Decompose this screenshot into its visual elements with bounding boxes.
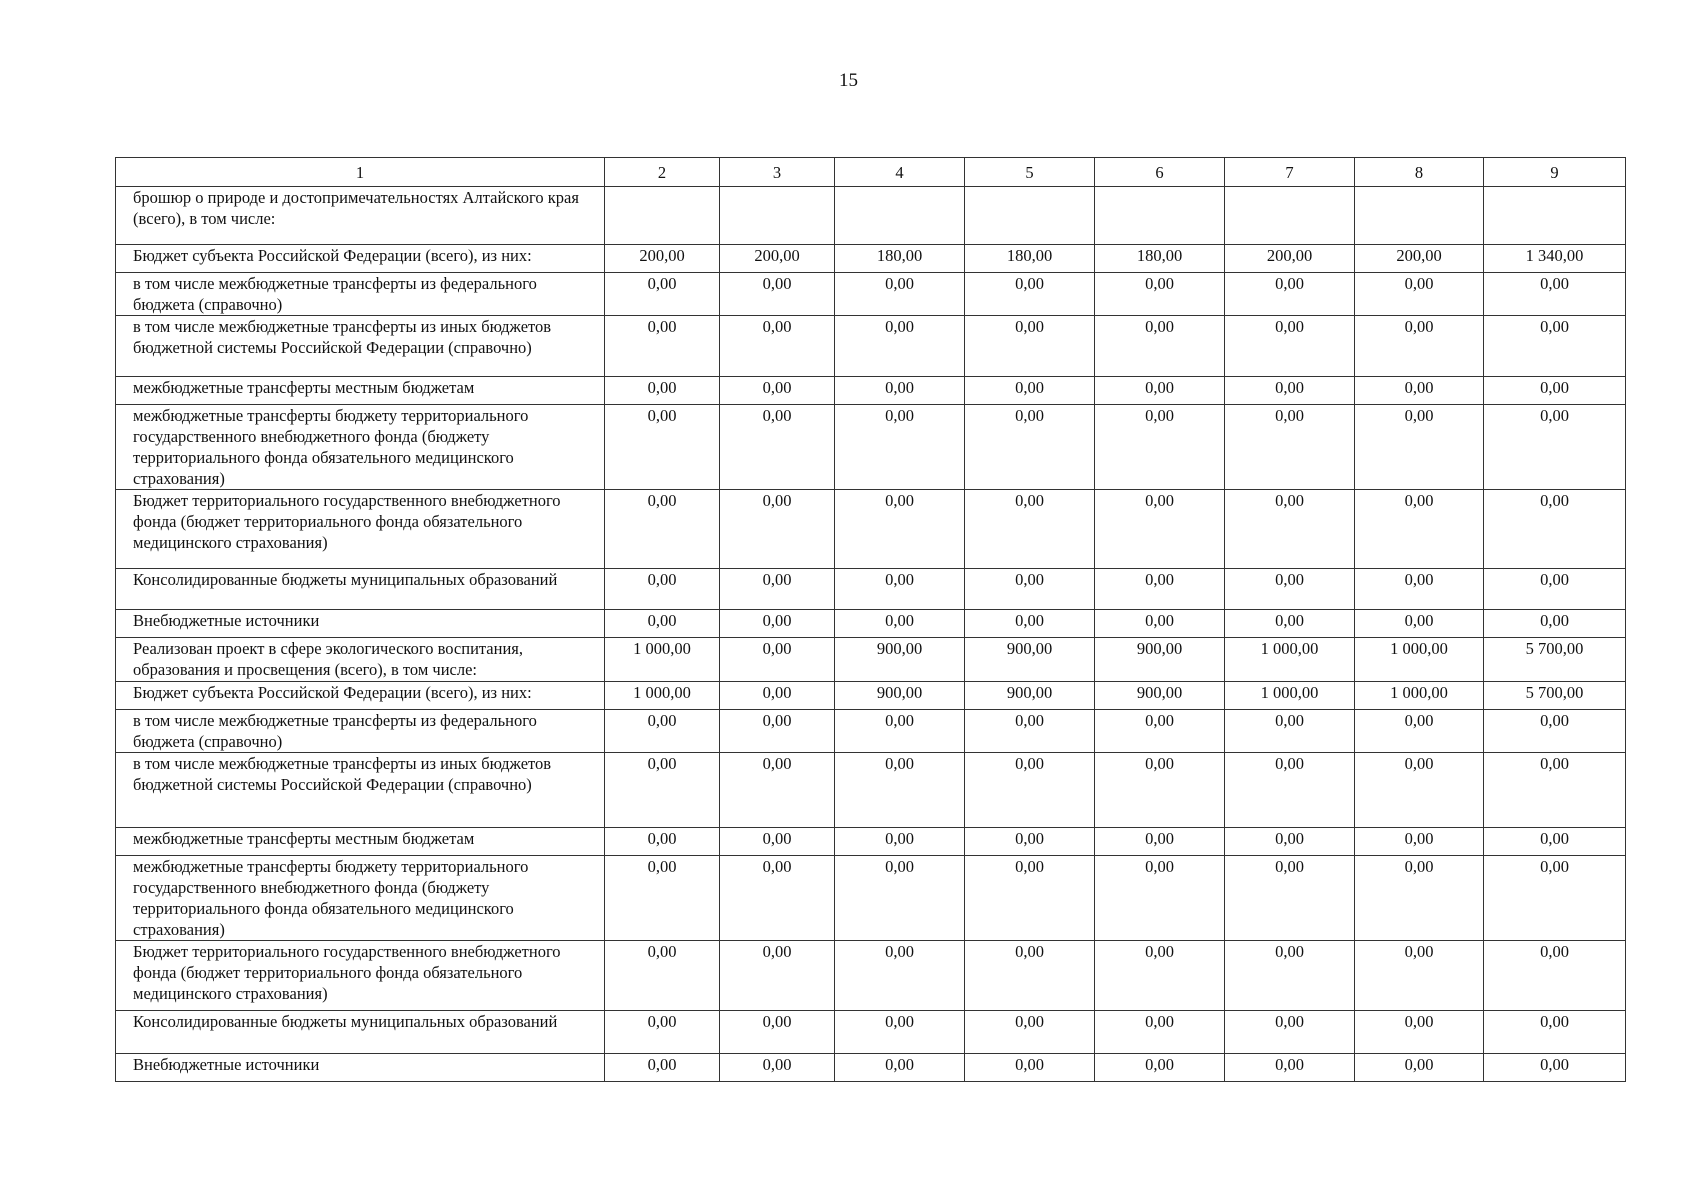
row-value: 0,00 <box>605 610 720 638</box>
row-value: 0,00 <box>1355 610 1484 638</box>
row-value: 0,00 <box>1355 569 1484 610</box>
row-value: 0,00 <box>720 490 835 569</box>
row-value: 200,00 <box>720 245 835 273</box>
row-value: 900,00 <box>835 638 965 682</box>
row-value: 1 000,00 <box>1225 682 1355 710</box>
table-row <box>116 273 1626 316</box>
row-value: 0,00 <box>965 856 1095 941</box>
column-header: 8 <box>1355 158 1484 187</box>
row-value: 200,00 <box>1225 245 1355 273</box>
row-value: 0,00 <box>1484 569 1626 610</box>
row-value: 0,00 <box>835 377 965 405</box>
row-value: 0,00 <box>1095 856 1225 941</box>
column-header: 4 <box>835 158 965 187</box>
table-row <box>116 405 1626 490</box>
row-value: 1 000,00 <box>1225 638 1355 682</box>
row-value <box>605 187 720 245</box>
row-value: 0,00 <box>1355 828 1484 856</box>
row-value: 0,00 <box>1225 377 1355 405</box>
row-value: 0,00 <box>720 638 835 682</box>
row-label: в том числе межбюджетные трансферты из иных бюджетов бюджетной системы Российской Федерации (справочно) <box>116 753 605 828</box>
row-value: 0,00 <box>720 828 835 856</box>
row-value <box>1355 187 1484 245</box>
row-value: 0,00 <box>1225 273 1355 316</box>
table-row <box>116 828 1626 856</box>
row-value: 180,00 <box>965 245 1095 273</box>
row-value: 0,00 <box>1095 941 1225 1011</box>
row-value: 0,00 <box>720 610 835 638</box>
row-value: 0,00 <box>720 753 835 828</box>
row-value: 0,00 <box>1484 610 1626 638</box>
row-value: 0,00 <box>1355 941 1484 1011</box>
row-value: 0,00 <box>835 610 965 638</box>
row-value <box>965 187 1095 245</box>
row-value: 0,00 <box>720 377 835 405</box>
row-value: 0,00 <box>1484 273 1626 316</box>
row-value: 0,00 <box>835 316 965 377</box>
row-value: 0,00 <box>965 273 1095 316</box>
table-row <box>116 1054 1626 1082</box>
table-row <box>116 377 1626 405</box>
row-value: 0,00 <box>965 490 1095 569</box>
row-label: Бюджет территориального государственного внебюджетного фонда (бюджет территориального фонда обязательного медицинского страхования) <box>116 941 605 1011</box>
row-value: 0,00 <box>965 316 1095 377</box>
budget-table <box>115 157 1626 1082</box>
row-value: 0,00 <box>1095 610 1225 638</box>
table-row <box>116 682 1626 710</box>
row-value: 0,00 <box>1095 1054 1225 1082</box>
row-value <box>1225 187 1355 245</box>
row-value: 0,00 <box>835 405 965 490</box>
row-value: 0,00 <box>965 610 1095 638</box>
table-row <box>116 245 1626 273</box>
row-value: 0,00 <box>720 569 835 610</box>
column-header: 3 <box>720 158 835 187</box>
row-value: 0,00 <box>1095 316 1225 377</box>
row-value: 0,00 <box>605 569 720 610</box>
row-value: 0,00 <box>605 316 720 377</box>
column-header: 9 <box>1484 158 1626 187</box>
row-value: 0,00 <box>835 490 965 569</box>
row-value: 0,00 <box>965 569 1095 610</box>
row-label: брошюр о природе и достопримечательностях Алтайского края (всего), в том числе: <box>116 187 605 245</box>
row-value: 900,00 <box>1095 682 1225 710</box>
row-value: 0,00 <box>720 316 835 377</box>
row-value: 0,00 <box>605 273 720 316</box>
row-value: 0,00 <box>1355 405 1484 490</box>
row-value: 1 000,00 <box>605 682 720 710</box>
row-value: 0,00 <box>965 941 1095 1011</box>
column-header: 7 <box>1225 158 1355 187</box>
row-value: 0,00 <box>1484 753 1626 828</box>
row-value: 0,00 <box>1225 941 1355 1011</box>
row-label: межбюджетные трансферты бюджету территориального государственного внебюджетного фонда (бюджету территориального фонда обязательного медицинского страхования) <box>116 405 605 490</box>
row-label: Внебюджетные источники <box>116 610 605 638</box>
row-value: 0,00 <box>720 941 835 1011</box>
row-value <box>835 187 965 245</box>
row-value: 0,00 <box>1225 753 1355 828</box>
row-value: 900,00 <box>1095 638 1225 682</box>
row-value: 0,00 <box>835 273 965 316</box>
row-value: 0,00 <box>835 856 965 941</box>
row-value: 5 700,00 <box>1484 682 1626 710</box>
row-value: 0,00 <box>605 490 720 569</box>
row-value: 900,00 <box>965 638 1095 682</box>
row-value: 0,00 <box>965 710 1095 753</box>
row-value: 0,00 <box>720 856 835 941</box>
row-value: 1 000,00 <box>1355 682 1484 710</box>
row-value: 0,00 <box>965 1054 1095 1082</box>
row-value: 0,00 <box>835 753 965 828</box>
row-label: в том числе межбюджетные трансферты из иных бюджетов бюджетной системы Российской Федерации (справочно) <box>116 316 605 377</box>
row-value: 0,00 <box>720 405 835 490</box>
row-value: 0,00 <box>1484 710 1626 753</box>
row-value <box>1095 187 1225 245</box>
table-row <box>116 490 1626 569</box>
row-value: 1 000,00 <box>605 638 720 682</box>
row-value: 0,00 <box>1484 856 1626 941</box>
row-value: 0,00 <box>1484 941 1626 1011</box>
row-value: 0,00 <box>965 405 1095 490</box>
page-number: 15 <box>839 70 858 91</box>
row-value: 0,00 <box>1095 490 1225 569</box>
row-value: 900,00 <box>835 682 965 710</box>
row-label: в том числе межбюджетные трансферты из федерального бюджета (справочно) <box>116 710 605 753</box>
row-value: 0,00 <box>965 753 1095 828</box>
row-value: 0,00 <box>1355 710 1484 753</box>
row-value <box>1484 187 1626 245</box>
row-label: Бюджет субъекта Российской Федерации (всего), из них: <box>116 682 605 710</box>
column-header: 6 <box>1095 158 1225 187</box>
row-value: 0,00 <box>1225 569 1355 610</box>
row-value: 0,00 <box>720 273 835 316</box>
table-row <box>116 856 1626 941</box>
row-label: межбюджетные трансферты бюджету территориального государственного внебюджетного фонда (бюджету территориального фонда обязательного медицинского страхования) <box>116 856 605 941</box>
row-value: 0,00 <box>965 377 1095 405</box>
table-row <box>116 610 1626 638</box>
row-label: Консолидированные бюджеты муниципальных образований <box>116 1011 605 1054</box>
table-row <box>116 187 1626 245</box>
table-row <box>116 753 1626 828</box>
table-row <box>116 638 1626 682</box>
header-row <box>116 158 1626 187</box>
row-label: межбюджетные трансферты местным бюджетам <box>116 377 605 405</box>
row-value <box>720 187 835 245</box>
row-value: 0,00 <box>965 828 1095 856</box>
row-value: 0,00 <box>605 753 720 828</box>
row-value: 0,00 <box>605 405 720 490</box>
row-value: 0,00 <box>1095 273 1225 316</box>
row-label: Бюджет субъекта Российской Федерации (всего), из них: <box>116 245 605 273</box>
row-value: 0,00 <box>1484 405 1626 490</box>
row-value: 0,00 <box>1225 710 1355 753</box>
table-body <box>116 187 1626 1082</box>
row-label: Реализован проект в сфере экологического воспитания, образования и просвещения (всего), в том числе: <box>116 638 605 682</box>
row-value: 0,00 <box>605 941 720 1011</box>
table-row <box>116 569 1626 610</box>
row-value: 0,00 <box>1225 1054 1355 1082</box>
row-value: 0,00 <box>1484 377 1626 405</box>
table-row <box>116 1011 1626 1054</box>
row-value: 0,00 <box>835 828 965 856</box>
row-value: 0,00 <box>1095 569 1225 610</box>
row-value: 0,00 <box>1484 828 1626 856</box>
row-value: 0,00 <box>605 856 720 941</box>
row-value: 0,00 <box>1095 405 1225 490</box>
row-label: Внебюджетные источники <box>116 1054 605 1082</box>
row-value: 0,00 <box>1225 856 1355 941</box>
row-value: 0,00 <box>1095 828 1225 856</box>
row-value: 0,00 <box>605 377 720 405</box>
row-value: 0,00 <box>1355 490 1484 569</box>
row-value: 0,00 <box>605 1054 720 1082</box>
row-value: 0,00 <box>1484 1011 1626 1054</box>
row-value: 0,00 <box>965 1011 1095 1054</box>
row-value: 0,00 <box>835 710 965 753</box>
table-row <box>116 316 1626 377</box>
row-value: 0,00 <box>1095 377 1225 405</box>
row-value: 1 000,00 <box>1355 638 1484 682</box>
row-value: 900,00 <box>965 682 1095 710</box>
row-value: 0,00 <box>835 569 965 610</box>
row-label: межбюджетные трансферты местным бюджетам <box>116 828 605 856</box>
row-label: Консолидированные бюджеты муниципальных образований <box>116 569 605 610</box>
row-value: 0,00 <box>720 1054 835 1082</box>
row-value: 0,00 <box>835 1011 965 1054</box>
row-value: 0,00 <box>1355 273 1484 316</box>
row-value: 0,00 <box>1095 710 1225 753</box>
row-value: 0,00 <box>1355 316 1484 377</box>
column-header: 5 <box>965 158 1095 187</box>
row-value: 0,00 <box>1095 1011 1225 1054</box>
row-value: 0,00 <box>1355 856 1484 941</box>
row-value: 0,00 <box>1355 377 1484 405</box>
row-value: 0,00 <box>1355 1054 1484 1082</box>
table-row <box>116 941 1626 1011</box>
table-row <box>116 710 1626 753</box>
row-value: 0,00 <box>1355 1011 1484 1054</box>
row-value: 5 700,00 <box>1484 638 1626 682</box>
row-value: 0,00 <box>1484 490 1626 569</box>
row-label: в том числе межбюджетные трансферты из федерального бюджета (справочно) <box>116 273 605 316</box>
column-header: 2 <box>605 158 720 187</box>
column-header: 1 <box>116 158 605 187</box>
row-value: 0,00 <box>605 1011 720 1054</box>
row-value: 0,00 <box>1355 753 1484 828</box>
row-value: 180,00 <box>1095 245 1225 273</box>
row-value: 0,00 <box>720 1011 835 1054</box>
row-value: 0,00 <box>1484 316 1626 377</box>
row-value: 0,00 <box>1225 316 1355 377</box>
row-value: 0,00 <box>835 941 965 1011</box>
row-value: 0,00 <box>605 828 720 856</box>
row-value: 0,00 <box>1484 1054 1626 1082</box>
row-value: 0,00 <box>1225 490 1355 569</box>
row-value: 0,00 <box>1095 753 1225 828</box>
row-value: 0,00 <box>1225 405 1355 490</box>
row-value: 0,00 <box>720 682 835 710</box>
row-value: 200,00 <box>605 245 720 273</box>
row-value: 1 340,00 <box>1484 245 1626 273</box>
row-value: 0,00 <box>1225 828 1355 856</box>
row-value: 200,00 <box>1355 245 1484 273</box>
row-value: 0,00 <box>1225 610 1355 638</box>
row-label: Бюджет территориального государственного внебюджетного фонда (бюджет территориального фонда обязательного медицинского страхования) <box>116 490 605 569</box>
row-value: 180,00 <box>835 245 965 273</box>
row-value: 0,00 <box>1225 1011 1355 1054</box>
row-value: 0,00 <box>720 710 835 753</box>
row-value: 0,00 <box>835 1054 965 1082</box>
row-value: 0,00 <box>605 710 720 753</box>
